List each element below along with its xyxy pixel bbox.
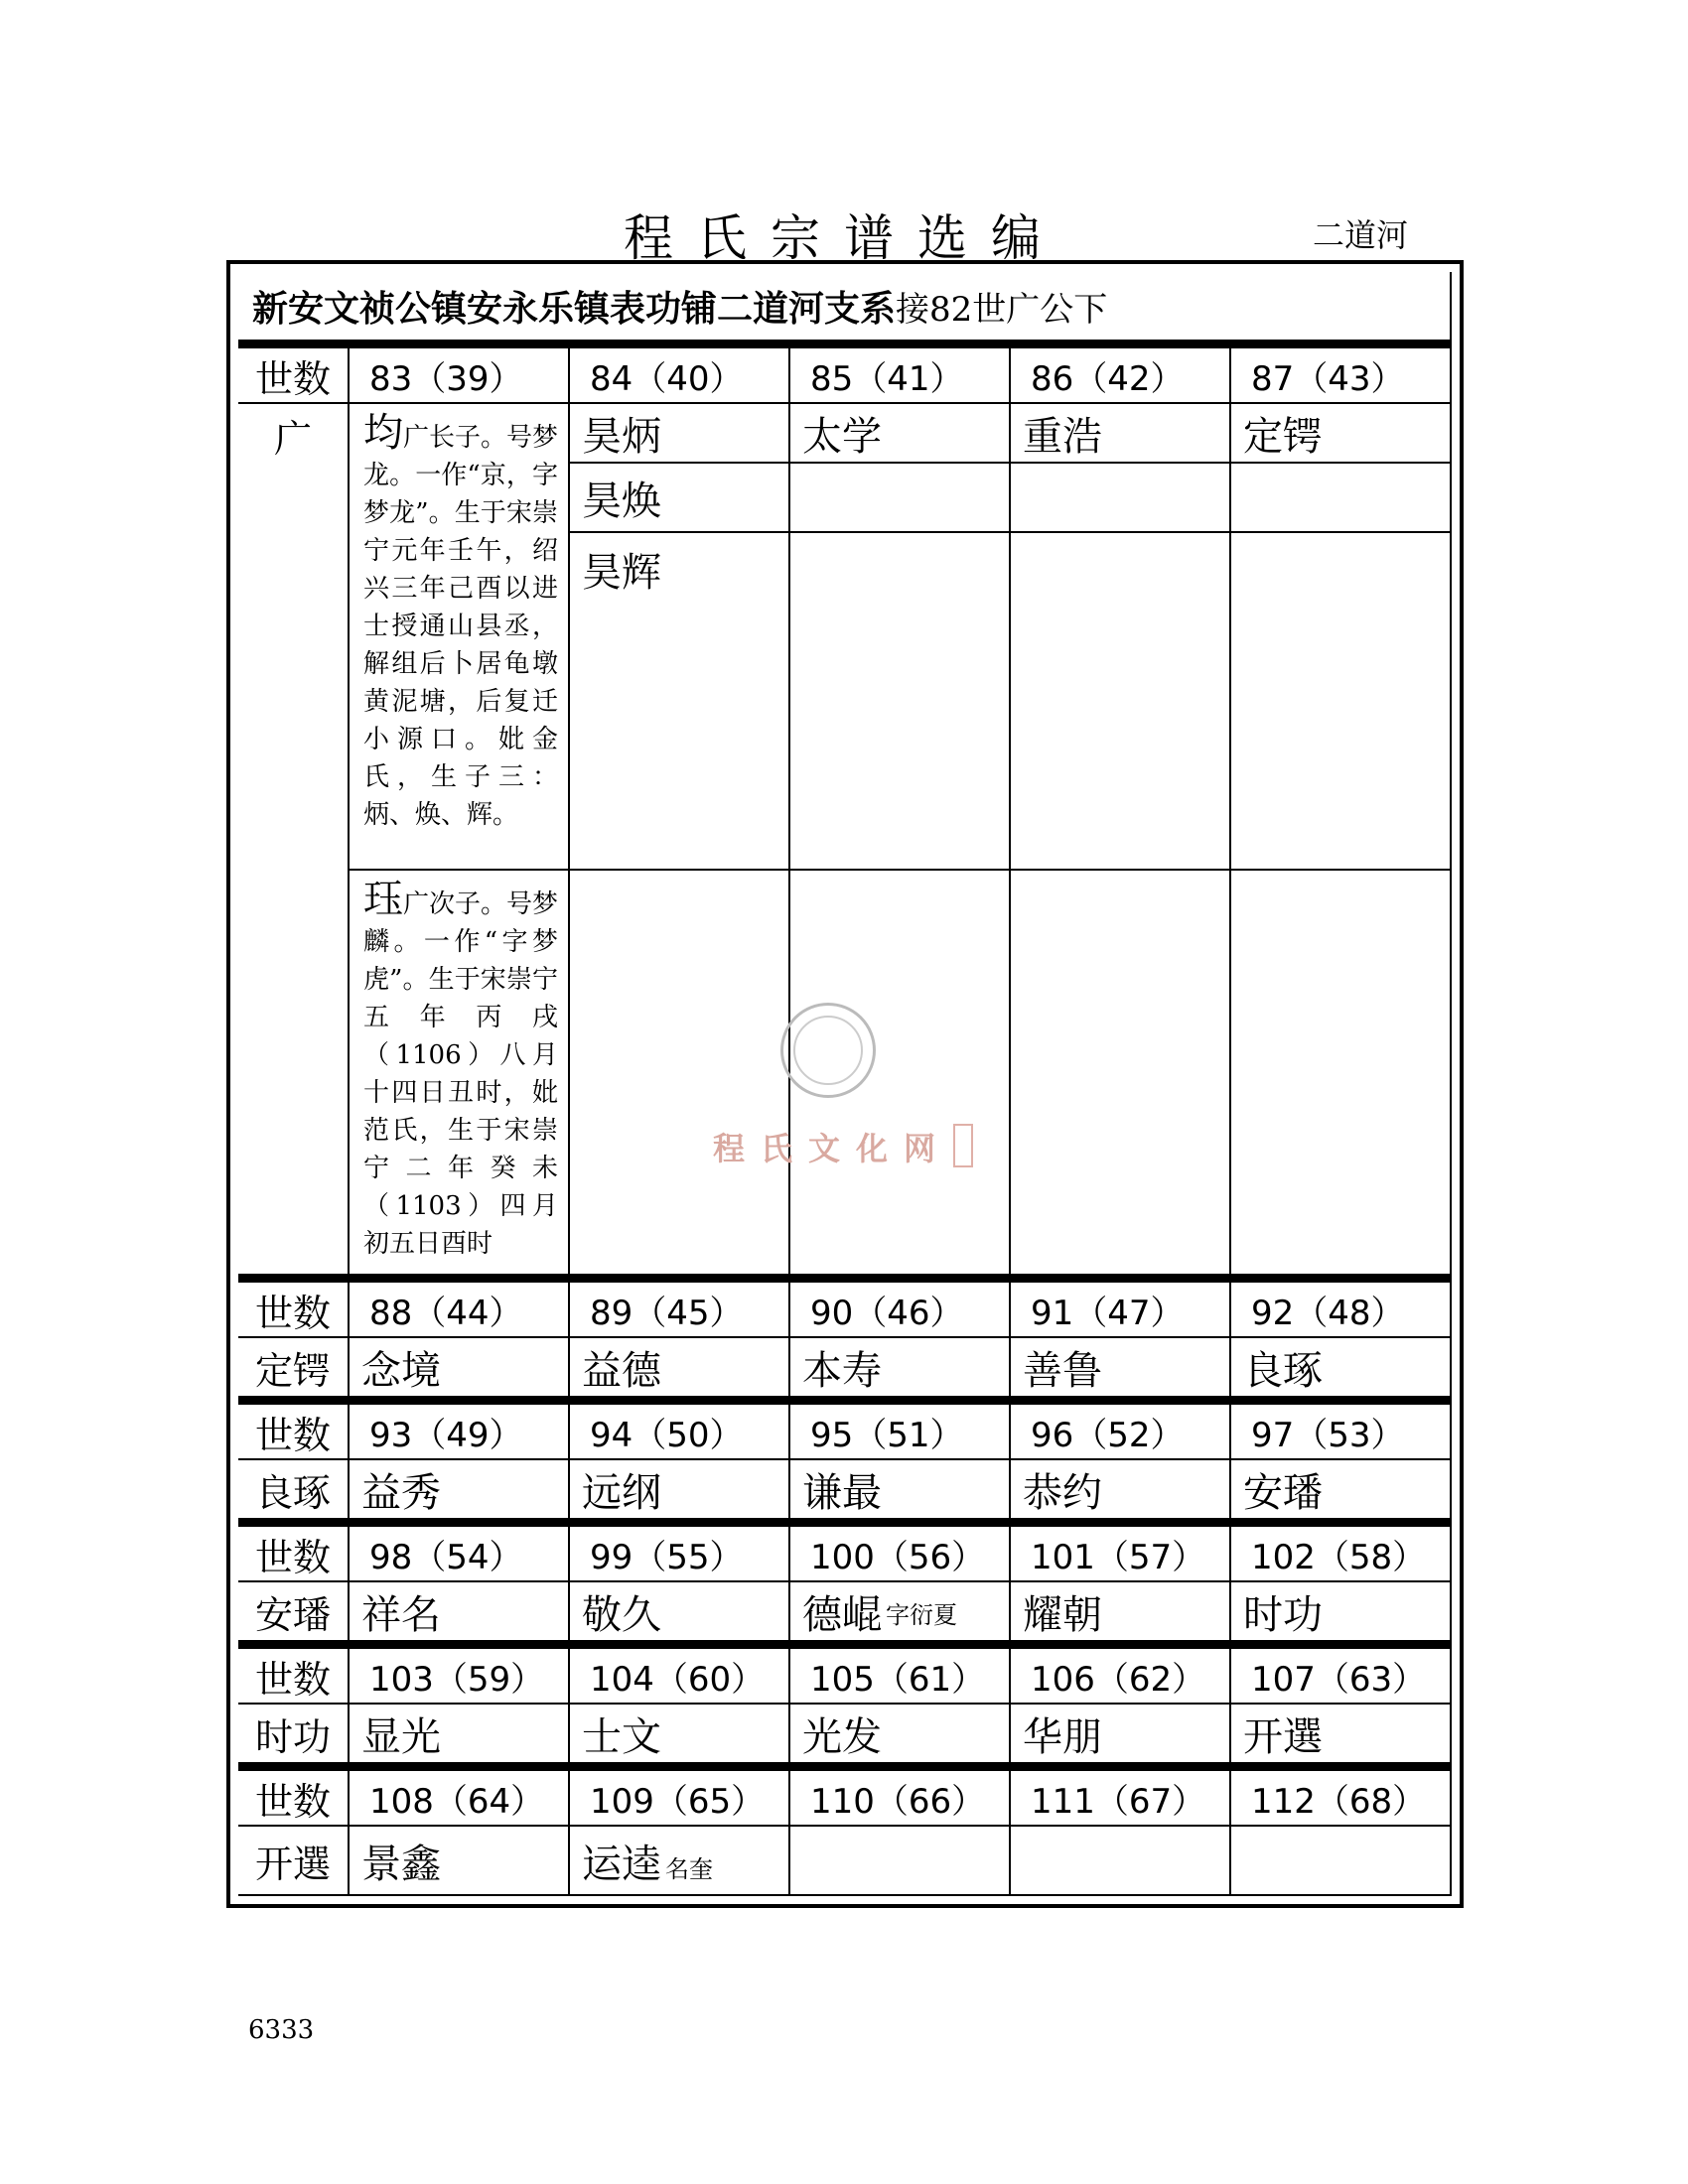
divider xyxy=(238,341,1452,348)
gen-number: 111（67） xyxy=(1011,1771,1231,1827)
gen-number: 97（53） xyxy=(1231,1405,1452,1460)
descendant-name xyxy=(790,1460,1011,1520)
divider xyxy=(238,1642,1452,1649)
gen-number: 88（44） xyxy=(350,1283,570,1338)
descendant-name xyxy=(570,1338,790,1398)
ancestor-name: 安璠 xyxy=(238,1582,350,1642)
empty-cell xyxy=(1231,871,1452,1276)
ancestor-name: 开選 xyxy=(238,1827,350,1896)
gen-number: 109（65） xyxy=(570,1771,790,1827)
gen-number: 101（57） xyxy=(1011,1527,1231,1582)
empty-cell xyxy=(1011,464,1231,533)
gen-number: 102（58） xyxy=(1231,1527,1452,1582)
person-entry xyxy=(350,871,570,1276)
empty-cell xyxy=(1011,871,1231,1276)
descendant-name xyxy=(1231,1827,1452,1896)
empty-cell xyxy=(1231,464,1452,533)
descendant-name xyxy=(1231,1705,1452,1764)
descendant-name: 昊辉 xyxy=(570,533,790,871)
watermark-stamp-icon xyxy=(953,1124,973,1167)
ancestor-name: 定锷 xyxy=(238,1338,350,1398)
gen-number: 112（68） xyxy=(1231,1771,1452,1827)
name-text: 时功 xyxy=(1243,1591,1323,1638)
name-note: 名奎 xyxy=(665,1855,713,1883)
descendant-name xyxy=(1011,1827,1231,1896)
ancestor-name: 广 xyxy=(273,417,312,461)
descendant-name: 太学 xyxy=(790,404,1011,464)
descendant-name xyxy=(790,1827,1011,1896)
empty-cell xyxy=(1011,533,1231,871)
watermark-seal-ring xyxy=(793,1016,863,1085)
branch-header xyxy=(238,272,1452,341)
descendant-name xyxy=(790,1582,1011,1642)
empty-cell xyxy=(790,533,1011,871)
person-entry xyxy=(350,404,570,871)
name-text: 益德 xyxy=(582,1347,661,1394)
gen-number: 83（39） xyxy=(350,348,570,404)
descendant-name xyxy=(570,1460,790,1520)
gen-number: 107（63） xyxy=(1231,1649,1452,1705)
descendant-name xyxy=(570,1827,790,1896)
name-text: 景鑫 xyxy=(361,1841,441,1887)
descendant-name: 重浩 xyxy=(1011,404,1231,464)
gen-label: 世数 xyxy=(238,1771,350,1827)
descendant-name xyxy=(790,1338,1011,1398)
descendant-name xyxy=(1231,1460,1452,1520)
gen-number: 90（46） xyxy=(790,1283,1011,1338)
name-text: 士文 xyxy=(582,1713,661,1760)
gen-number: 91（47） xyxy=(1011,1283,1231,1338)
divider xyxy=(238,1276,1452,1283)
descendant-name xyxy=(1011,1338,1231,1398)
name-text: 开選 xyxy=(1243,1713,1323,1760)
descendant-name xyxy=(1011,1460,1231,1520)
gen-number: 94（50） xyxy=(570,1405,790,1460)
name-text: 运逵 xyxy=(582,1841,661,1887)
descendant-name xyxy=(570,1705,790,1764)
gen-number: 106（62） xyxy=(1011,1649,1231,1705)
person-note: 广次子。号梦麟。一作“字梦虎”。生于宋崇宁五年丙戌（1106）八月十四日丑时，妣范氏，生于宋崇宁二年癸未（1103）四月初五日酉时 xyxy=(363,889,559,1259)
gen-number: 105（61） xyxy=(790,1649,1011,1705)
name-text: 安璠 xyxy=(1243,1469,1323,1516)
name-text: 耀朝 xyxy=(1023,1591,1102,1638)
descendant-name xyxy=(350,1338,570,1398)
name-text: 念境 xyxy=(361,1347,441,1394)
person-name: 珏 xyxy=(363,877,403,922)
gen-label: 世数 xyxy=(238,1649,350,1705)
page-number: 6333 xyxy=(248,2015,315,2045)
name-text: 恭约 xyxy=(1023,1469,1102,1516)
divider xyxy=(238,1398,1452,1405)
gen-number: 99（55） xyxy=(570,1527,790,1582)
gen-number: 100（56） xyxy=(790,1527,1011,1582)
empty-cell xyxy=(570,871,790,1276)
branch-place: 二道河 xyxy=(1313,216,1409,254)
descendant-name xyxy=(350,1827,570,1896)
gen-number: 84（40） xyxy=(570,348,790,404)
descendant-name xyxy=(350,1705,570,1764)
ancestor-name: 良琢 xyxy=(238,1460,350,1520)
descendant-name xyxy=(570,1582,790,1642)
ancestor-cell xyxy=(238,404,350,1276)
header-main: 新安文祯公镇安永乐镇表功铺二道河支系 xyxy=(252,287,897,330)
page-title: 程氏宗谱选编 xyxy=(624,209,1064,267)
gen-label: 世数 xyxy=(238,1405,350,1460)
descendant-name: 定锷 xyxy=(1231,404,1452,464)
descendant-name: 昊炳 xyxy=(570,404,790,464)
descendant-name: 昊焕 xyxy=(570,464,790,533)
name-text: 德崐 xyxy=(802,1591,882,1638)
empty-cell xyxy=(1231,533,1452,871)
descendant-name xyxy=(790,1705,1011,1764)
gen-number: 96（52） xyxy=(1011,1405,1231,1460)
gen-label: 世数 xyxy=(238,348,350,404)
name-text: 敬久 xyxy=(582,1591,661,1638)
name-text: 良琢 xyxy=(1243,1347,1323,1394)
divider xyxy=(238,1764,1452,1771)
gen-number: 104（60） xyxy=(570,1649,790,1705)
name-text: 善鲁 xyxy=(1023,1347,1102,1394)
ancestor-name: 时功 xyxy=(238,1705,350,1764)
name-text: 祥名 xyxy=(361,1591,441,1638)
name-text: 本寿 xyxy=(802,1347,882,1394)
name-text: 华朋 xyxy=(1023,1713,1102,1760)
gen-number: 110（66） xyxy=(790,1771,1011,1827)
name-text: 谦最 xyxy=(802,1469,882,1516)
gen-number: 98（54） xyxy=(350,1527,570,1582)
empty-cell xyxy=(790,464,1011,533)
name-text: 光发 xyxy=(802,1713,882,1760)
gen-number: 86（42） xyxy=(1011,348,1231,404)
descendant-name xyxy=(1231,1582,1452,1642)
divider xyxy=(238,1520,1452,1527)
person-note: 广长子。号梦龙。一作“京，字梦龙”。生于宋崇宁元年壬午，绍兴三年己酉以进士授通山县丞，解组后卜居龟墩黄泥塘，后复迁小源口。妣金氏，生子三：炳、焕、辉。 xyxy=(363,423,559,830)
gen-number: 87（43） xyxy=(1231,348,1452,404)
gen-number: 92（48） xyxy=(1231,1283,1452,1338)
descendant-name xyxy=(350,1582,570,1642)
gen-label: 世数 xyxy=(238,1283,350,1338)
gen-number: 95（51） xyxy=(790,1405,1011,1460)
descendant-name xyxy=(350,1460,570,1520)
name-text: 显光 xyxy=(361,1713,441,1760)
name-note: 字衍夏 xyxy=(886,1601,957,1629)
name-text: 远纲 xyxy=(582,1469,661,1516)
person-name: 均 xyxy=(363,410,403,456)
header-tail: 接82世广公下 xyxy=(896,289,1108,330)
gen-number: 85（41） xyxy=(790,348,1011,404)
gen-number: 108（64） xyxy=(350,1771,570,1827)
watermark-text: 程氏文化网 xyxy=(713,1130,952,1167)
descendant-name xyxy=(1231,1338,1452,1398)
name-text: 益秀 xyxy=(361,1469,441,1516)
gen-label: 世数 xyxy=(238,1527,350,1582)
descendant-name xyxy=(1011,1582,1231,1642)
gen-number: 89（45） xyxy=(570,1283,790,1338)
gen-number: 103（59） xyxy=(350,1649,570,1705)
descendant-name xyxy=(1011,1705,1231,1764)
gen-number: 93（49） xyxy=(350,1405,570,1460)
watermark-seal-icon xyxy=(780,1003,876,1098)
